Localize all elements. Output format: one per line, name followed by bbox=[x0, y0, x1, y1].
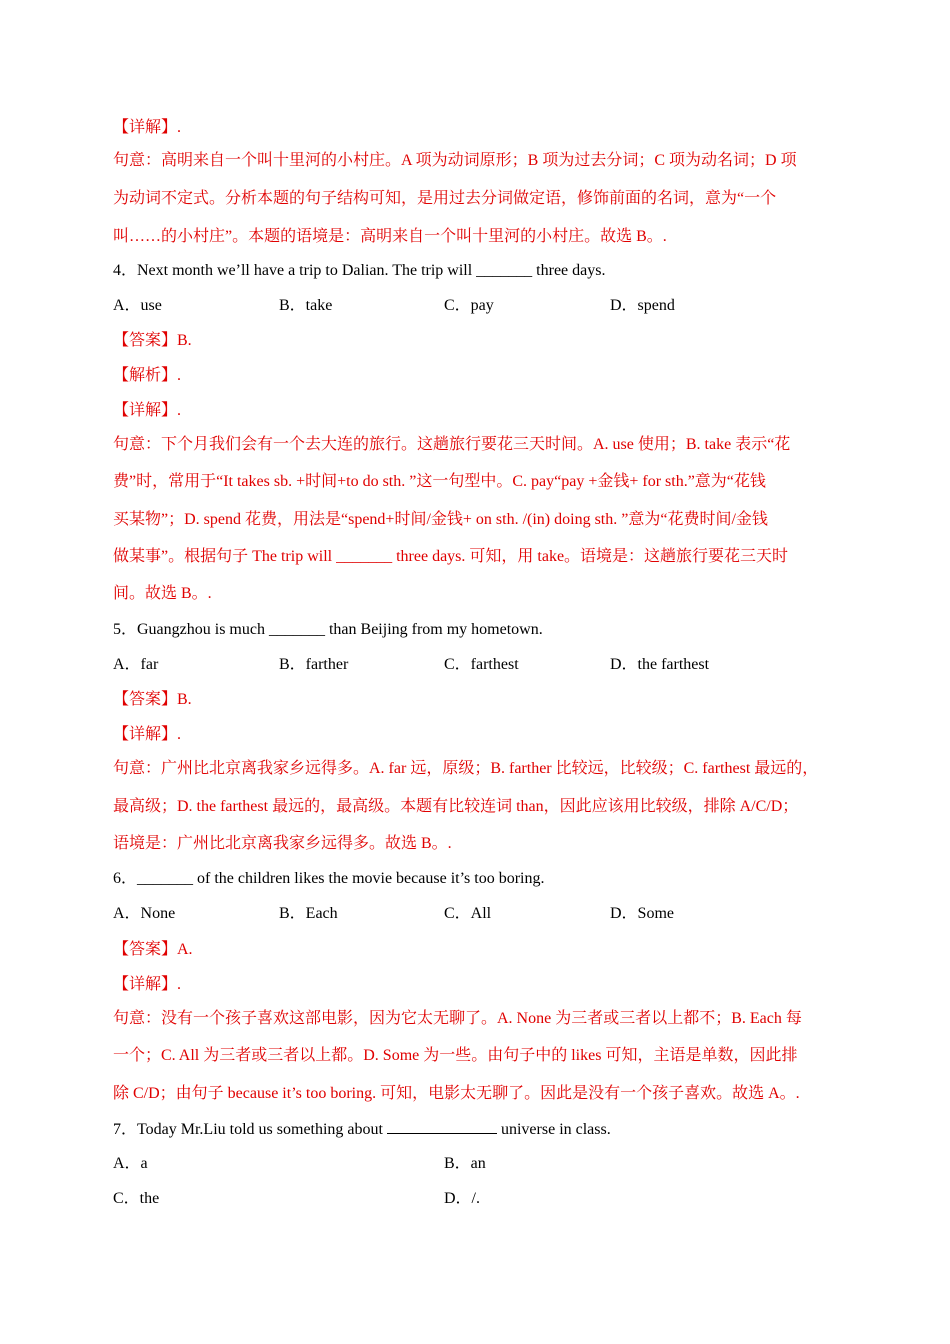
q6-option-c: C．All bbox=[444, 905, 492, 922]
q4-explain-line-2: 费”时，常用于“It takes sb. +时间+to do sth. ”这一句型中。C. pay“pay +金钱+ for sth.”意为“花钱 bbox=[113, 473, 766, 490]
q7-option-c: C．the bbox=[113, 1190, 160, 1207]
q4-explain-line-4: 做某事”。根据句子 The trip will _______ three days. 可知，用 take。语境是：这趟旅行要花三天时 bbox=[113, 548, 789, 565]
q4-option-c: C．pay bbox=[444, 297, 494, 314]
q7-stem-before: 7．Today Mr.Liu told us something about bbox=[113, 1121, 383, 1138]
detail-label-3: 【详解】. bbox=[113, 119, 182, 136]
q7-stem-after: universe in class. bbox=[500, 1121, 611, 1138]
q6-option-a: A．None bbox=[113, 905, 176, 922]
q7-option-a: A．a bbox=[113, 1155, 148, 1172]
question-6-stem: 6．_______ of the children likes the movie because it’s too boring. bbox=[113, 870, 545, 887]
explain-3-line-1: 句意：高明来自一个叫十里河的小村庄。A 项为动词原形；B 项为过去分词；C 项为动名词；D 项 bbox=[113, 152, 797, 169]
q6-option-d: D．Some bbox=[610, 905, 675, 922]
q4-option-b: B．take bbox=[279, 297, 333, 314]
q6-explain-line-2: 一个；C. All 为三者或三者以上都。D. Some 为一些。由句子中的 likes 可知，主语是单数，因此排 bbox=[113, 1047, 798, 1064]
q5-option-a: A．far bbox=[113, 656, 159, 673]
q4-option-d: D．spend bbox=[610, 297, 675, 314]
q5-detail-label: 【详解】. bbox=[113, 726, 182, 743]
q5-option-b: B．farther bbox=[279, 656, 349, 673]
q4-explain-line-1: 句意：下个月我们会有一个去大连的旅行。这趟旅行要花三天时间。A. use 使用；B. take 表示“花 bbox=[113, 436, 791, 453]
q5-explain-line-3: 语境是：广州比北京离我家乡远得多。故选 B。. bbox=[113, 835, 452, 852]
q4-option-a: A．use bbox=[113, 297, 162, 314]
question-7-stem bbox=[113, 1119, 843, 1140]
q4-analysis-label: 【解析】. bbox=[113, 367, 182, 384]
explain-3-line-3: 叫……的小村庄”。本题的语境是：高明来自一个叫十里河的小村庄。故选 B。. bbox=[113, 228, 667, 245]
question-4-stem: 4．Next month we’ll have a trip to Dalian. The trip will _______ three days. bbox=[113, 262, 606, 279]
q4-answer: 【答案】B. bbox=[113, 332, 192, 349]
q6-answer: 【答案】A. bbox=[113, 941, 193, 958]
q6-option-b: B．Each bbox=[279, 905, 338, 922]
q6-explain-line-1: 句意：没有一个孩子喜欢这部电影，因为它太无聊了。A. None 为三者或三者以上都不；B. Each 每 bbox=[113, 1010, 802, 1027]
q5-option-d: D．the farthest bbox=[610, 656, 710, 673]
q7-option-b: B．an bbox=[444, 1155, 486, 1172]
q5-option-c: C．farthest bbox=[444, 656, 519, 673]
explain-3-line-2: 为动词不定式。分析本题的句子结构可知，是用过去分词做定语，修饰前面的名词，意为“一个 bbox=[113, 190, 777, 207]
q4-detail-label: 【详解】. bbox=[113, 402, 182, 419]
question-5-stem: 5．Guangzhou is much _______ than Beijing from my hometown. bbox=[113, 621, 543, 638]
q4-explain-line-3: 买某物”；D. spend 花费，用法是“spend+时间/金钱+ on sth. /(in) doing sth. ”意为“花费时间/金钱 bbox=[113, 511, 768, 528]
q5-explain-line-1: 句意：广州比北京离我家乡远得多。A. far 远，原级；B. farther 比较远，比较级；C. farthest 最远的， bbox=[113, 760, 819, 777]
q7-option-d: D．/. bbox=[444, 1190, 481, 1207]
q5-answer: 【答案】B. bbox=[113, 691, 192, 708]
q5-explain-line-2: 最高级；D. the farthest 最远的，最高级。本题有比较连词 than，因此应该用比较级，排除 A/C/D； bbox=[113, 798, 799, 815]
q4-explain-line-5: 间。故选 B。. bbox=[113, 585, 212, 602]
q6-detail-label: 【详解】. bbox=[113, 976, 182, 993]
q6-explain-line-3: 除 C/D；由句子 because it’s too boring. 可知，电影太无聊了。因此是没有一个孩子喜欢。故选 A。. bbox=[113, 1085, 800, 1102]
q7-blank bbox=[387, 1119, 497, 1134]
